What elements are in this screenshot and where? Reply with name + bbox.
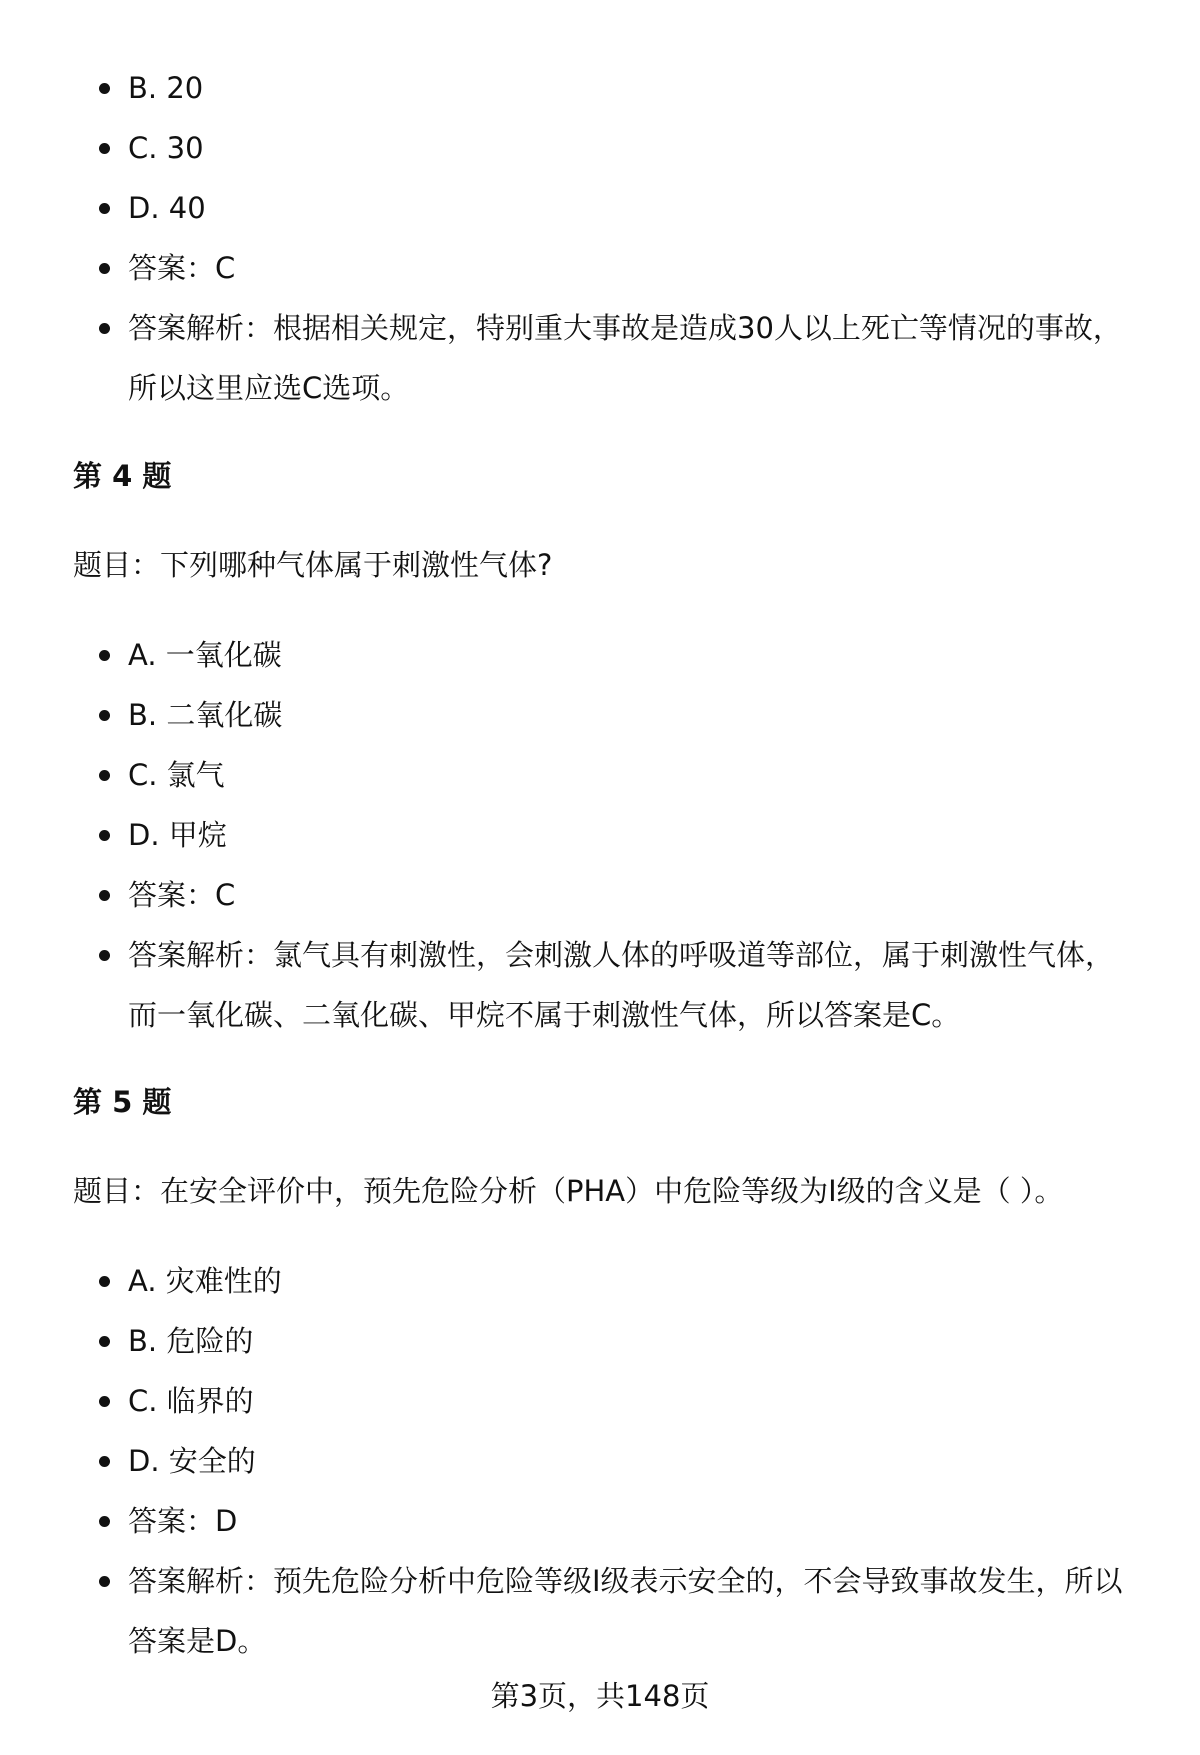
bullet-icon — [99, 650, 110, 661]
q5-option-d — [0, 1431, 1200, 1491]
q4-question: 题目：下列哪种气体属于刺激性气体? — [73, 548, 553, 582]
q5-heading: 第 5 题 — [73, 1085, 172, 1119]
bullet-icon — [99, 950, 110, 961]
option-text: D. 甲烷 — [128, 818, 227, 852]
bullet-icon — [99, 323, 110, 334]
bullet-icon — [99, 1276, 110, 1287]
q4-heading: 第 4 题 — [73, 459, 172, 493]
bullet-icon — [99, 83, 110, 94]
q4-option-c — [0, 745, 1200, 805]
bullet-icon — [99, 1516, 110, 1527]
q4-option-b — [0, 685, 1200, 745]
q3-answer — [0, 238, 1200, 298]
explanation-text: 答案解析：氯气具有刺激性，会刺激人体的呼吸道等部位，属于刺激性气体，而一氧化碳、二氧化碳、甲烷不属于刺激性气体，所以答案是C。 — [128, 938, 1115, 1032]
explanation-text: 答案解析：根据相关规定，特别重大事故是造成30人以上死亡等情况的事故，所以这里应选C选项。 — [128, 311, 1122, 405]
q5-option-list — [0, 1251, 1200, 1671]
answer-text: 答案：C — [128, 878, 236, 912]
bullet-icon — [99, 710, 110, 721]
q3-explanation — [0, 298, 1200, 418]
answer-text: 答案：C — [128, 251, 236, 285]
option-text: D. 40 — [128, 191, 206, 225]
bullet-icon — [99, 890, 110, 901]
answer-text: 答案：D — [128, 1504, 238, 1538]
q3-option-c — [0, 118, 1200, 178]
bullet-icon — [99, 1456, 110, 1467]
option-text: B. 20 — [128, 71, 204, 105]
bullet-icon — [99, 770, 110, 781]
option-text: A. 一氧化碳 — [128, 638, 282, 672]
option-text: A. 灾难性的 — [128, 1264, 282, 1298]
option-text: B. 二氧化碳 — [128, 698, 283, 732]
q5-answer — [0, 1491, 1200, 1551]
bullet-icon — [99, 263, 110, 274]
bullet-icon — [99, 1576, 110, 1587]
bullet-icon — [99, 1396, 110, 1407]
bullet-icon — [99, 143, 110, 154]
explanation-text: 答案解析：预先危险分析中危险等级Ⅰ级表示安全的，不会导致事故发生，所以答案是D。 — [128, 1564, 1123, 1658]
option-text: C. 30 — [128, 131, 204, 165]
option-text: D. 安全的 — [128, 1444, 256, 1478]
option-text: B. 危险的 — [128, 1324, 254, 1358]
q3-option-b — [0, 58, 1200, 118]
q5-option-c — [0, 1371, 1200, 1431]
q5-question: 题目：在安全评价中，预先危险分析（PHA）中危险等级为Ⅰ级的含义是（ ）。 — [73, 1174, 1064, 1208]
q3-option-list — [0, 58, 1200, 418]
q5-explanation — [0, 1551, 1200, 1671]
q4-option-a — [0, 625, 1200, 685]
q4-option-d — [0, 805, 1200, 865]
option-text: C. 氯气 — [128, 758, 225, 792]
bullet-icon — [99, 830, 110, 841]
bullet-icon — [99, 1336, 110, 1347]
q3-option-d — [0, 178, 1200, 238]
q4-option-list — [0, 625, 1200, 1045]
bullet-icon — [99, 203, 110, 214]
q5-option-a — [0, 1251, 1200, 1311]
q5-option-b — [0, 1311, 1200, 1371]
option-text: C. 临界的 — [128, 1384, 254, 1418]
page-number: 第3页，共148页 — [490, 1679, 710, 1713]
q4-explanation — [0, 925, 1200, 1045]
q4-answer — [0, 865, 1200, 925]
